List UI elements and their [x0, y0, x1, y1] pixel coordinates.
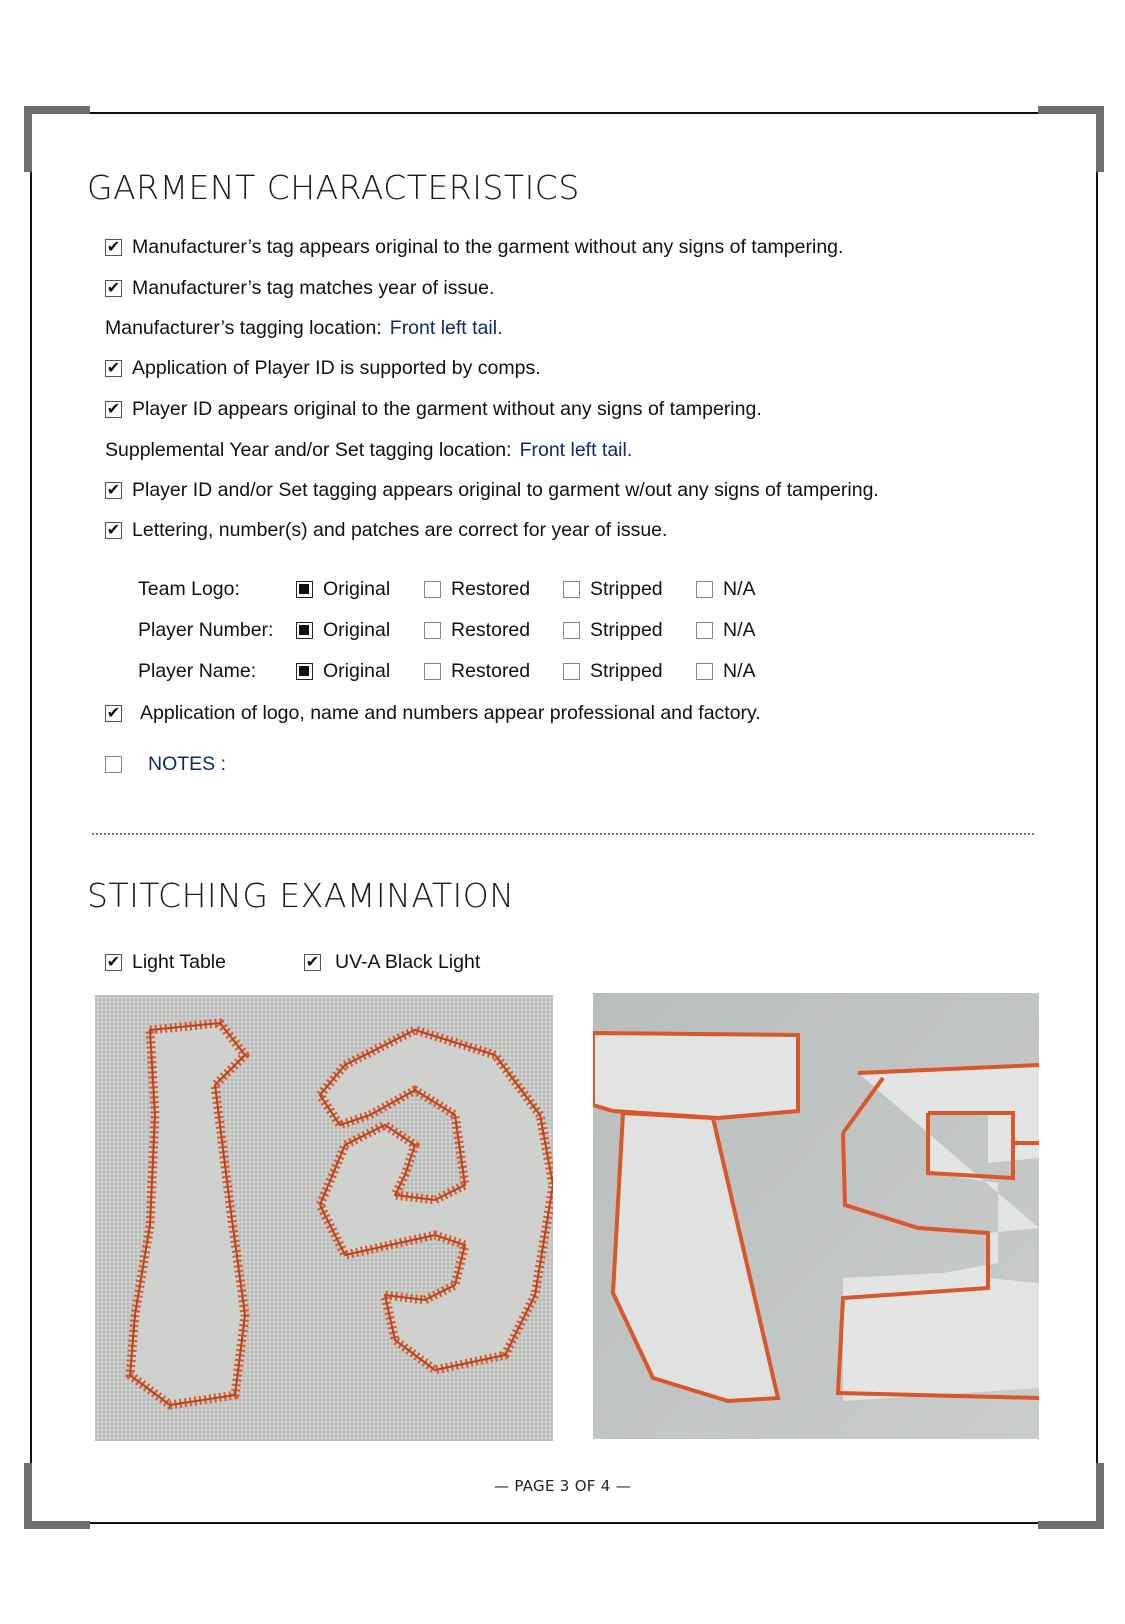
- radio-restored[interactable]: [424, 581, 441, 598]
- radio-original-selected[interactable]: [296, 622, 313, 639]
- option-row-label: Player Name:: [138, 660, 257, 682]
- uv-light-row: [304, 951, 480, 974]
- checkbox-checked[interactable]: ✔: [106, 953, 121, 971]
- corner-bracket-top-right: [1038, 106, 1104, 172]
- radio-restored[interactable]: [424, 622, 441, 639]
- checkbox-checked[interactable]: ✔: [106, 279, 121, 297]
- check-row-application: [105, 702, 761, 725]
- notes-label: NOTES :: [148, 753, 227, 775]
- option-row-label: Player Number:: [138, 619, 274, 641]
- corner-bracket-bottom-left: [24, 1463, 90, 1529]
- check-label: Manufacturer’s tag appears original to the garment without any signs of tampering.: [132, 236, 844, 258]
- checkbox-checked[interactable]: ✔: [106, 400, 121, 418]
- checkbox-checked[interactable]: ✔: [106, 359, 121, 377]
- light-table-row: [105, 951, 226, 974]
- tag-location-label: Manufacturer’s tagging location:: [105, 317, 382, 339]
- notes-row: [105, 753, 226, 776]
- option-label: Stripped: [590, 660, 663, 682]
- notes-checkbox[interactable]: [105, 756, 122, 773]
- stitching-photo-left-image: [95, 995, 553, 1441]
- check-label: Manufacturer’s tag matches year of issue.: [132, 277, 495, 299]
- light-table-label: Light Table: [132, 951, 226, 973]
- supp-location-value: Front left tail.: [519, 439, 633, 461]
- check-row-player-id-comps: [105, 357, 541, 380]
- checkbox-checked[interactable]: ✔: [106, 704, 121, 722]
- option-label: Stripped: [590, 578, 663, 600]
- checkbox-checked[interactable]: ✔: [106, 521, 121, 539]
- stitching-section-title: STITCHING EXAMINATION: [87, 876, 515, 915]
- check-label: Player ID and/or Set tagging appears original to garment w/out any signs of tampering.: [132, 479, 879, 501]
- radio-stripped[interactable]: [563, 663, 580, 680]
- checkbox-checked[interactable]: ✔: [106, 481, 121, 499]
- check-row-set-tagging: [105, 479, 879, 502]
- radio-na[interactable]: [696, 663, 713, 680]
- tag-location-row: [105, 317, 503, 340]
- corner-bracket-bottom-right: [1038, 1463, 1104, 1529]
- option-label: Restored: [451, 619, 531, 641]
- check-row-tag-year: [105, 277, 494, 300]
- check-row-player-id-original: [105, 398, 762, 421]
- option-label: Restored: [451, 660, 531, 682]
- checkbox-checked[interactable]: ✔: [106, 238, 121, 256]
- tag-location-value: Front left tail.: [389, 317, 503, 339]
- supp-location-row: [105, 439, 632, 462]
- uv-light-label: UV-A Black Light: [335, 951, 481, 973]
- check-row-tag-original: [105, 236, 843, 259]
- radio-original-selected[interactable]: [296, 663, 313, 680]
- option-label: Original: [323, 578, 391, 600]
- check-label: Lettering, number(s) and patches are correct for year of issue.: [132, 519, 668, 541]
- supp-location-label: Supplemental Year and/or Set tagging location:: [105, 439, 512, 461]
- section-divider: [92, 833, 1034, 835]
- garment-section-title: GARMENT CHARACTERISTICS: [87, 168, 580, 207]
- checkbox-checked[interactable]: ✔: [305, 953, 320, 971]
- option-label: Stripped: [590, 619, 663, 641]
- radio-stripped[interactable]: [563, 581, 580, 598]
- check-label: Application of logo, name and numbers appear professional and factory.: [140, 702, 761, 724]
- page-footer: — PAGE 3 OF 4 —: [493, 1477, 632, 1495]
- option-label: Original: [323, 660, 391, 682]
- radio-original-selected[interactable]: [296, 581, 313, 598]
- stitching-photo-left: [95, 995, 553, 1441]
- radio-restored[interactable]: [424, 663, 441, 680]
- option-label: N/A: [723, 619, 756, 641]
- stitching-photo-right: [593, 993, 1039, 1439]
- option-label: Restored: [451, 578, 531, 600]
- option-row-label: Team Logo:: [138, 578, 240, 600]
- check-label: Application of Player ID is supported by comps.: [132, 357, 541, 379]
- check-row-lettering: [105, 519, 667, 542]
- radio-na[interactable]: [696, 581, 713, 598]
- check-label: Player ID appears original to the garment without any signs of tampering.: [132, 398, 762, 420]
- stitching-photo-right-image: [593, 993, 1039, 1439]
- corner-bracket-top-left: [24, 106, 90, 172]
- option-label: N/A: [723, 578, 756, 600]
- radio-na[interactable]: [696, 622, 713, 639]
- radio-stripped[interactable]: [563, 622, 580, 639]
- option-label: N/A: [723, 660, 756, 682]
- option-label: Original: [323, 619, 391, 641]
